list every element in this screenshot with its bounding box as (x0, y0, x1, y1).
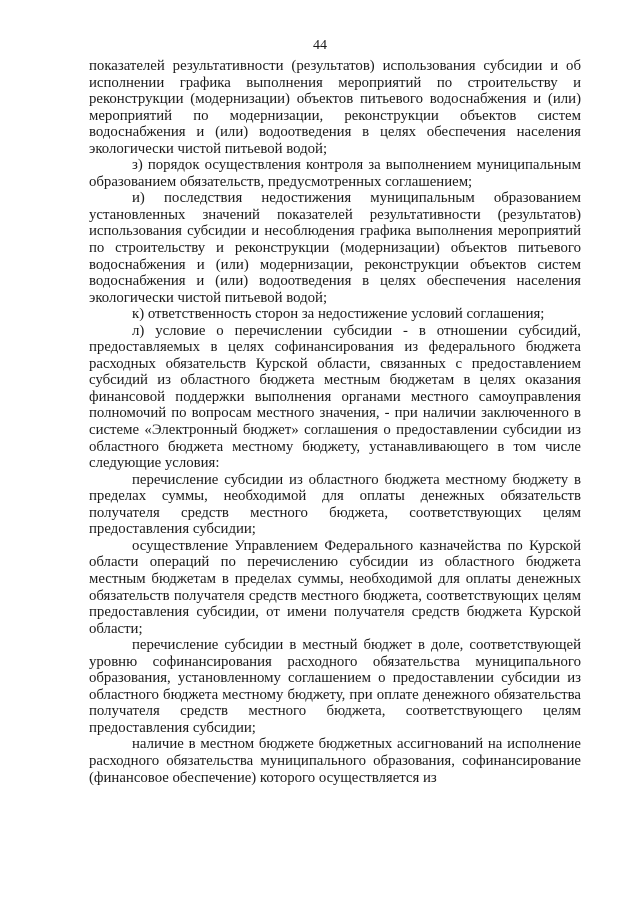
paragraph-condition-transfer: перечисление субсидии из областного бюджета местному бюджету в пределах суммы, необходимой для оплаты денежных обязательств получателя средств местного бюджета, соответствующих целям предоставления субсидии; (89, 471, 581, 538)
paragraph-condition-treasury: осуществление Управлением Федерального казначейства по Курской области операций по перечислению субсидии из областного бюджета местным бюджетам в пределах суммы, необходимой для оплаты денежных обязательств получателя средств местного бюджета, соответствующих целям предоставления субсидии, от имени получателя средств бюджета Курской области; (89, 537, 581, 637)
paragraph-condition-share: перечисление субсидии в местный бюджет в доле, соответствующей уровню софинансирования расходного обязательства муниципального образования, установленному соглашением о предоставлении субсидии из областного бюджета местному бюджету, при оплате денежного обязательства получателя средств местного бюджета, соответствующего целям предоставления субсидии; (89, 637, 581, 736)
paragraph-item-l: л) условие о перечислении субсидии - в отношении субсидий, предоставляемых в целях софинансирования из федерального бюджета расходных обязательств Курской области, связанных с предоставлением субсидий из областного бюджета местным бюджетам в целях оказания финансовой поддержки выполнения органами местного самоуправления полномочий по вопросам местного значения, - при наличии заключенного в системе «Электронный бюджет» соглашения о предоставлении субсидии из областного бюджета местному бюджету, устанавливающего в том числе следующие условия: (89, 322, 581, 472)
paragraph-condition-budget: наличие в местном бюджете бюджетных ассигнований на исполнение расходного обязательства муниципального образования, софинансирование (финансовое обеспечение) которого осуществляется из (89, 736, 581, 786)
body-text (89, 58, 581, 786)
paragraph-item-i: и) последствия недостижения муниципальным образованием установленных значений показателей результативности (результатов) использования субсидии и несоблюдения графика выполнения мероприятий по строительству и реконструкции (модернизации) объектов питьевого водоснабжения и (или) модернизации, реконструкции объектов систем водоснабжения и (или) водоотведения в целях обеспечения населения экологически чистой питьевой водой; (89, 190, 581, 306)
paragraph-continuation: показателей результативности (результатов) использования субсидии и об исполнении графика выполнения мероприятий по строительству и реконструкции (модернизации) объектов питьевого водоснабжения и (или) мероприятий по модернизации, реконструкции объектов систем водоснабжения и (или) водоотведения в целях обеспечения населения экологически чистой питьевой водой; (89, 58, 581, 157)
paragraph-item-k: к) ответственность сторон за недостижение условий соглашения; (132, 306, 545, 323)
paragraph-item-z: з) порядок осуществления контроля за выполнением муниципальным образованием обязательств, предусмотренных соглашением; (89, 157, 581, 190)
page-number: 44 (313, 38, 327, 53)
